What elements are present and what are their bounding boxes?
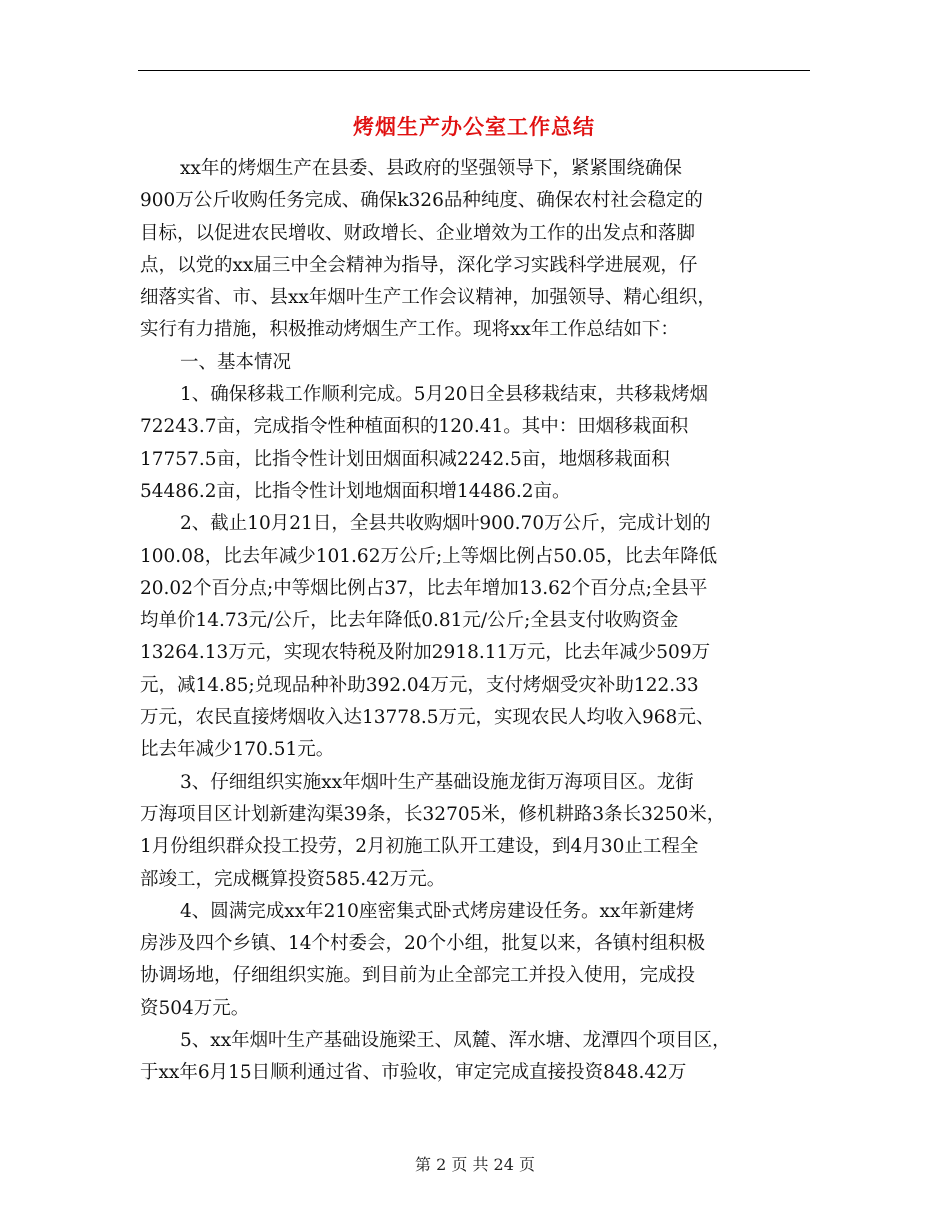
page-number: 第 2 页 共 24 页: [415, 1155, 535, 1174]
text-line: xx年的烤烟生产在县委、县政府的坚强领导下，紧紧围绕确保: [180, 158, 682, 179]
document-body: [140, 153, 812, 1090]
text-line: 1月份组织群众投工投劳，2月初施工队开工建设，到4月30止工程全: [140, 836, 699, 858]
text-line: 实行有力措施，积极推动烤烟生产工作。现将xx年工作总结如下：: [140, 319, 679, 341]
text-line: 均单价14.73元/公斤，比去年降低0.81元/公斤;全县支付收购资金: [140, 610, 679, 632]
text-line: 资504万元。: [140, 997, 250, 1019]
text-line: 2、截止10月21日，全县共收购烟叶900.70万公斤，完成计划的: [180, 513, 711, 535]
text-line: 于xx年6月15日顺利通过省、市验收，审定完成直接投资848.42万: [140, 1062, 687, 1084]
text-line: 比去年减少170.51元。: [140, 739, 335, 761]
header-rule: [138, 70, 810, 71]
text-line: 万海项目区计划新建沟渠39条，长32705米，修机耕路3条长3250米，: [140, 803, 726, 825]
text-line: 72243.7亩，完成指令性种植面积的120.41。其中：田烟移栽面积: [140, 416, 689, 438]
text-line: 元，减14.85;兑现品种补助392.04万元，支付烤烟受灾补助122.33: [140, 674, 699, 696]
text-line: 房涉及四个乡镇、14个村委会，20个小组，批复以来，各镇村组积极: [140, 933, 706, 955]
text-line: 细落实省、市、县xx年烟叶生产工作会议精神，加强领导、精心组织，: [140, 287, 716, 309]
text-line: 4、圆满完成xx年210座密集式卧式烤房建设任务。xx年新建烤: [180, 900, 695, 922]
text-line: 3、仔细组织实施xx年烟叶生产基础设施龙街万海项目区。龙街: [180, 771, 694, 793]
text-line: 部竣工，完成概算投资585.42万元。: [140, 868, 446, 890]
text-line: 900万公斤收购任务完成、确保k326品种纯度、确保农村社会稳定的: [140, 190, 703, 212]
text-line: 点，以党的xx届三中全会精神为指导，深化学习实践科学进展观，仔: [140, 254, 698, 276]
text-line: 13264.13万元，实现农特税及附加2918.11万元，比去年减少509万: [140, 642, 711, 664]
text-line: 一、基本情况: [180, 351, 292, 373]
text-line: 54486.2亩，比指令性计划地烟面积增14486.2亩。: [140, 480, 571, 502]
text-line: 17757.5亩，比指令性计划田烟面积减2242.5亩，地烟移栽面积: [140, 448, 670, 470]
text-line: 100.08，比去年减少101.62万公斤;上等烟比例占50.05，比去年降低: [140, 545, 718, 567]
document-title: 烤烟生产办公室工作总结: [353, 114, 595, 139]
text-line: 5、xx年烟叶生产基础设施梁王、凤麓、浑水塘、龙潭四个项目区，: [180, 1030, 731, 1052]
text-line: 目标，以促进农民增收、财政增长、企业增效为工作的出发点和落脚: [140, 222, 696, 244]
text-line: 协调场地，仔细组织实施。到目前为止全部完工并投入使用，完成投: [140, 965, 696, 987]
text-line: 20.02个百分点;中等烟比例占37，比去年增加13.62个百分点;全县平: [140, 577, 708, 599]
text-line: 万元，农民直接烤烟收入达13778.5万元，实现农民人均收入968元、: [140, 707, 715, 729]
text-line: 1、确保移栽工作顺利完成。5月20日全县移栽结束，共移栽烤烟: [180, 384, 709, 406]
